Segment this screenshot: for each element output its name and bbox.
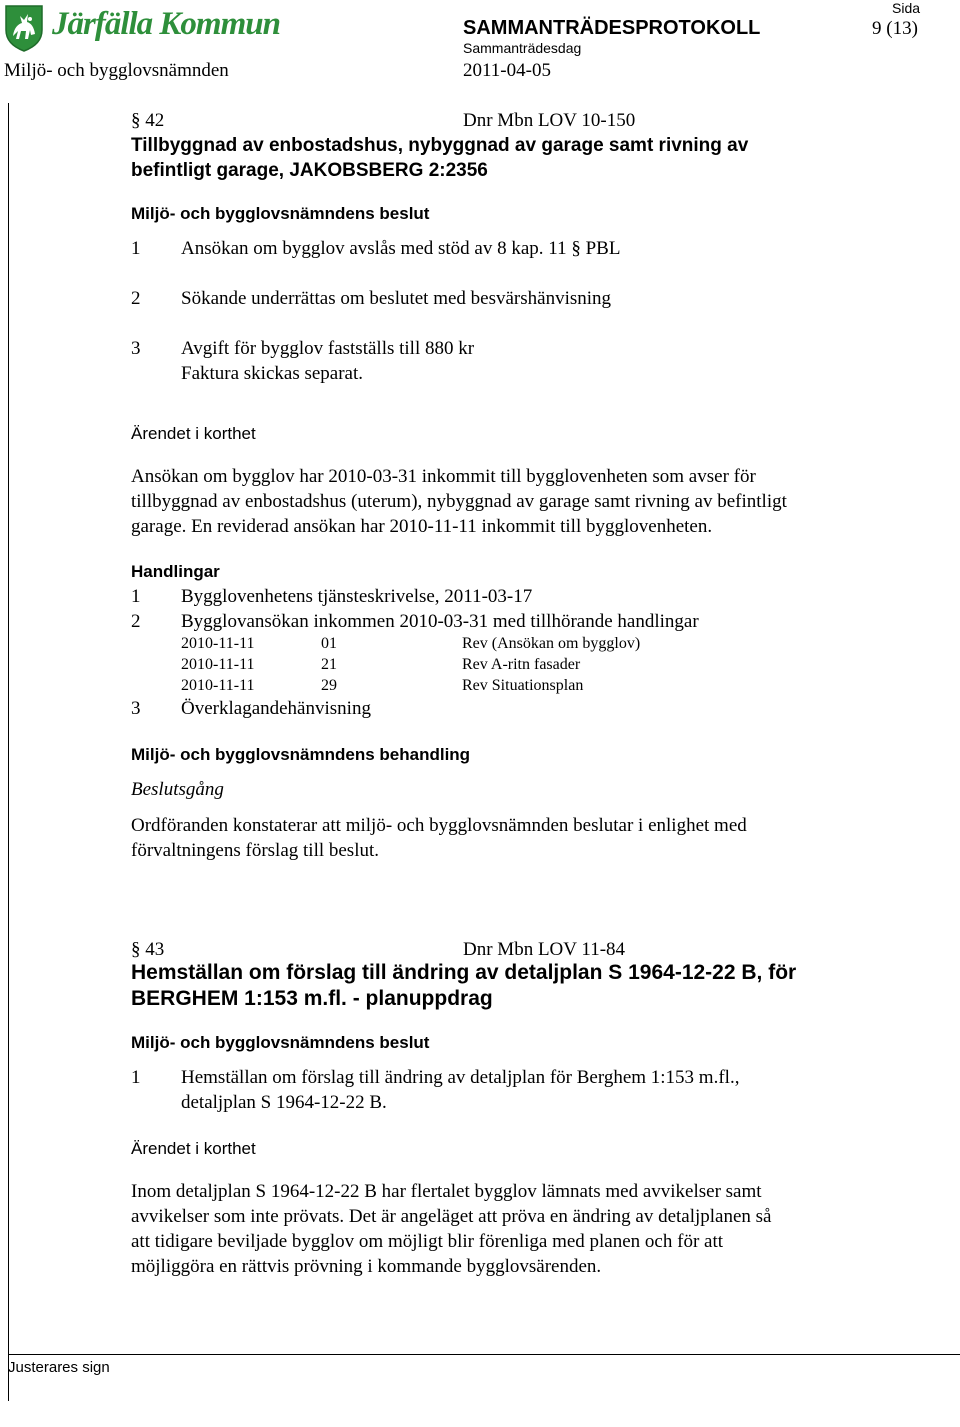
- handling-heading: Miljö- och bygglovsnämndens behandling: [131, 745, 471, 764]
- brand-name: Järfälla Kommun: [52, 6, 280, 42]
- summary-heading-43: Ärendet i korthet: [131, 1139, 256, 1158]
- decision-text-continued: Faktura skickas separat.: [181, 363, 364, 384]
- decision-heading-43: Miljö- och bygglovsnämndens beslut: [131, 1033, 430, 1052]
- document-item: [0, 609, 960, 634]
- decision-text: Avgift för bygglov fastställs till 880 kr: [181, 338, 475, 359]
- summary-line: möjliggöra en rättvis prövning i kommande bygglovsärenden.: [131, 1256, 602, 1277]
- decision-heading-42: Miljö- och bygglovsnämndens beslut: [131, 204, 430, 223]
- decision-number: 1: [131, 1067, 141, 1088]
- process-line: Ordföranden konstaterar att miljö- och bygglovsnämnden beslutar i enlighet med: [131, 815, 747, 836]
- decision-text: Ansökan om bygglov avslås med stöd av 8 kap. 11 § PBL: [181, 238, 621, 259]
- document-text: Bygglovenhetens tjänsteskrivelse, 2011-03-17: [181, 586, 533, 607]
- meeting-date: 2011-04-05: [463, 60, 551, 81]
- attachment-number: 01: [321, 635, 337, 652]
- decision-text: Sökande underrättas om beslutet med besvärshänvisning: [181, 288, 612, 309]
- attachment-date: 2010-11-11: [181, 677, 255, 694]
- documents-heading: Handlingar: [131, 562, 220, 581]
- decision-item: [0, 236, 960, 261]
- document-number: 1: [131, 586, 141, 607]
- case-number-43: Dnr Mbn LOV 11-84: [463, 939, 626, 960]
- attachment-number: 21: [321, 656, 337, 673]
- process-line: förvaltningens förslag till beslut.: [131, 840, 380, 861]
- footer-rule: [8, 1354, 960, 1355]
- municipality-logo: [4, 4, 44, 52]
- decision-text-continued: detaljplan S 1964-12-22 B.: [181, 1092, 387, 1113]
- coat-of-arms-icon: [4, 4, 44, 52]
- summary-line: Inom detaljplan S 1964-12-22 B har flertalet bygglov lämnats med avvikelser samt: [131, 1181, 762, 1202]
- decision-number: 1: [131, 238, 141, 259]
- summary-line: garage. En reviderad ansökan har 2010-11-11 inkommit till bygglovenheten.: [131, 516, 713, 537]
- attachment-description: Rev A-ritn fasader: [462, 656, 581, 673]
- summary-line: Ansökan om bygglov har 2010-03-31 inkommit till bygglovenheten som avser för: [131, 466, 756, 487]
- document-number: 3: [131, 698, 141, 719]
- document-title: SAMMANTRÄDESPROTOKOLL: [463, 17, 761, 39]
- attachment-date: 2010-11-11: [181, 635, 255, 652]
- summary-line: att tidigare beviljade bygglov om möjligt blir förenliga med planen och för att: [131, 1231, 724, 1252]
- page-label: Sida: [892, 0, 921, 16]
- document-item: [0, 584, 960, 609]
- paragraph-number-43: § 43: [131, 939, 165, 960]
- committee-name: Miljö- och bygglovsnämnden: [4, 60, 229, 81]
- case-number-42: Dnr Mbn LOV 10-150: [463, 110, 636, 131]
- document-number: 2: [131, 611, 141, 632]
- case-title-43-line1: Hemställan om förslag till ändring av detaljplan S 1964-12-22 B, för: [131, 961, 797, 984]
- decision-number: 2: [131, 288, 141, 309]
- signature-label: Justerares sign: [8, 1359, 110, 1376]
- attachment-date: 2010-11-11: [181, 656, 255, 673]
- decision-item: [0, 286, 960, 311]
- document-text: Överklagandehänvisning: [181, 698, 371, 719]
- document-text: Bygglovansökan inkommen 2010-03-31 med tillhörande handlingar: [181, 611, 699, 632]
- meeting-date-label: Sammanträdesdag: [463, 40, 582, 56]
- attachment-description: Rev (Ansökan om bygglov): [462, 635, 641, 652]
- process-heading: Beslutsgång: [131, 779, 224, 800]
- paragraph-number-42: § 42: [131, 110, 165, 131]
- decision-text: Hemställan om förslag till ändring av detaljplan för Berghem 1:153 m.fl.,: [181, 1067, 740, 1088]
- decision-item: [0, 1065, 960, 1115]
- case-title-42-line2: befintligt garage, JAKOBSBERG 2:2356: [131, 160, 488, 181]
- attachment-number: 29: [321, 677, 337, 694]
- summary-line: avvikelser som inte prövats. Det är angeläget att pröva en ändring av detaljplanen så: [131, 1206, 772, 1227]
- decision-item: [0, 336, 960, 386]
- page-number: 9 (13): [872, 18, 918, 39]
- case-title-42-line1: Tillbyggnad av enbostadshus, nybyggnad av garage samt rivning av: [131, 135, 749, 156]
- summary-heading-42: Ärendet i korthet: [131, 424, 256, 443]
- case-title-43-line2: BERGHEM 1:153 m.fl. - planuppdrag: [131, 987, 493, 1010]
- document-item: [0, 696, 960, 721]
- decision-number: 3: [131, 338, 141, 359]
- summary-line: tillbyggnad av enbostadshus (uterum), nybyggnad av garage samt rivning av befintligt: [131, 491, 787, 512]
- attachment-description: Rev Situationsplan: [462, 677, 584, 694]
